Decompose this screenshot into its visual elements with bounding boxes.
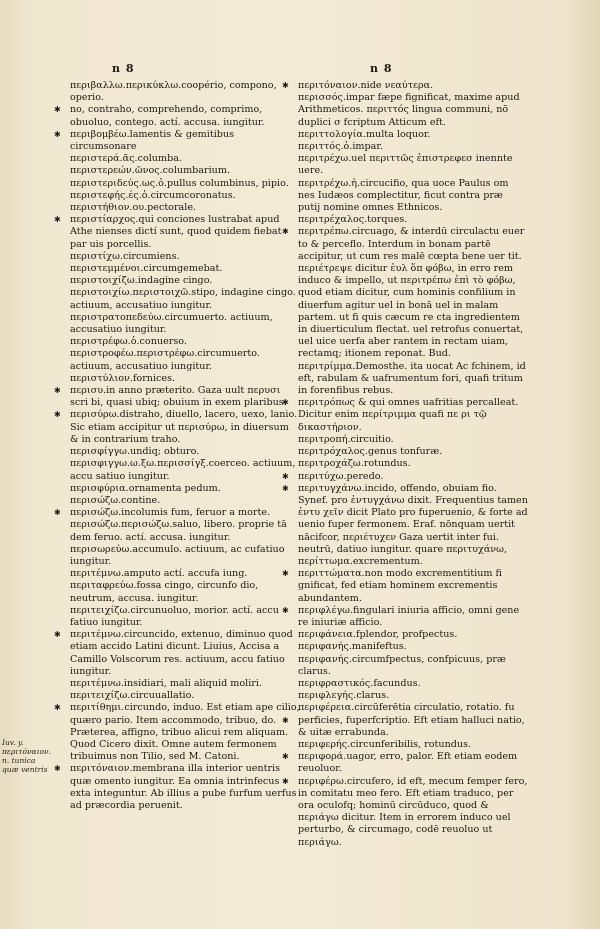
dictionary-entry: περιστεφής.ές.ὁ.circumcoronatus.: [70, 189, 236, 201]
dictionary-entry: περιτρέχω.ἡ.circucifio, qua uoce Paulus om nes Iudæos complectitur, ficut contra præ putij nomine omnes Ethnicos.: [298, 177, 509, 214]
signature-mark-left: n 8: [112, 62, 135, 75]
dictionary-entry: περιστοιχίω.περιστοιχῶ.stipo, indagine cingo. actiuum, accusatiuo iungitur.: [70, 287, 296, 311]
dictionary-entry: περιστερά.ᾶς.columba.: [70, 153, 182, 165]
dictionary-entry: ✱ perficies, fuperfcriptio. Eft etiam halluci natio, & uitæ errabunda.: [288, 715, 528, 739]
dictionary-entry: περιστεμμένοι.circumgemebat.: [70, 263, 223, 275]
dictionary-entry: ✱ περιτρόπως & qui omnes uafritias percalleat. Dicitur enim περίτριμμα quafi πε ρι τῷ δικαστήριον.: [288, 397, 528, 434]
dictionary-entry: περιφραστικός.facundus.: [298, 677, 421, 689]
dictionary-entry: περιτροπή.circuitio.: [298, 433, 394, 445]
dictionary-entry: περιστήθιον.ου.pectorale.: [70, 202, 197, 214]
dictionary-entry: ✱ περιτίθημι.circundo, induo. Est etiam ape cilio, quæro pario. Item accommodo, tribuo, do. Præterea, affigno, tribuo alicui rem aliquam. Quod Cicero dixit. Omne autem fermonem tribuimus non Tilio, sed M. Catoni.: [60, 702, 300, 763]
dictionary-entry: περισφύρια.ornamenta pedum.: [70, 482, 221, 494]
dictionary-entry: ✱ no, contraho, comprehendo, comprimo, obuoluo, contego. actí. accusa. iungitur.: [60, 104, 300, 128]
dictionary-entry: περιφανής.circumfpectus, confpicuus, præ clarus.: [298, 653, 506, 677]
dictionary-entry: περισώζω.contine.: [70, 494, 161, 506]
dictionary-entry: ✱ περιβομβέω.lamentis & gemitibus circumsonare: [60, 129, 300, 153]
dictionary-entry: περιστίχω.circumiens.: [70, 250, 180, 262]
dictionary-entry: ✱ περιφλέγω.fingulari iniuria afficio, omni gene re iniuriæ afficio.: [288, 605, 528, 629]
dictionary-entry: περισώζω.περισώζω.saluo, libero. proprie tā dem feruo. actí. accusa. iungitur.: [70, 519, 287, 543]
signature-mark-right: n 8: [370, 62, 393, 75]
right-column: [288, 80, 528, 849]
dictionary-entry: περιστρατοπεδεύω.circumuerto. actiuum, accusatiuo iungitur.: [70, 311, 273, 336]
dictionary-entry: περιτρίμμα.Demosthe. ita uocat Ac fchinem, id eft, rabulam & uafrumentum fori, quafi tritum in forenfibus rebus.: [298, 360, 526, 397]
dictionary-entry: ✱ περιστίαρχος.qui conciones lustrabat apud Athe nienses dictí sunt, quod quidem fiebat par uis porcellis.: [60, 214, 300, 251]
page-header: [0, 62, 600, 76]
dictionary-entry: ✱ περιτόναιον.nide νεαύτερα.: [288, 80, 528, 92]
dictionary-entry: περιτρέχω.uel περιττῶς ἐπιστρεφεσ inennte uere.: [298, 153, 513, 177]
dictionary-entry: περιτειχίζω.circuuallatio.: [70, 690, 195, 702]
dictionary-entry: περιτρόχαλος.genus tonfuræ.: [298, 446, 443, 458]
dictionary-entry: περισωρεύω.accumulo. actiuum, ac cufatiuo iungitur.: [70, 543, 285, 567]
dictionary-entry: ✱ περιτυγχάνω.incido, offendo, obuiam fio. Synef. pro ἐντυγχάνω dixit. Frequentius tamen ἐντυ χεῖν dicit Plato pro fuperuenio, & forte ad uenio fuper fermonem. Eraf. nōnquam uertit nācifcor, περιέτυχεν Gaza uertit inter fui. neutrū, datiuo iungitur. quare περιτυχάνω, περίττωμα.excrementum.: [288, 483, 528, 568]
dictionary-entry: περισφίγγω.undiq; obturo.: [70, 446, 200, 458]
dictionary-entry: ✱ περιτρέπω.circuago, & interdū circulactu euer to & perceflo. Interdum in bonam partē accipitur, ut cum res malē cœpta bene uer tit. περιέτρεψε dicitur ἐυλ ὅπ φόβω, in erro rem induco & impello, ut περιτρέπω ἐπὶ τὸ φόβω, quod etiam dicitur, cum hominis confilium in diuerfum agitur uel in bonā uel in malam partem. ut fi quis cæcum re cta ingredientem in diuerticulum flectat. uel retrofus conuertat, uel uice uerfa aber rantem in rectam uiam, rectamq; itionem reponat. Bud.: [288, 226, 528, 360]
dictionary-entry: περιστερεών.ῶνος.columbarium.: [70, 165, 231, 177]
dictionary-entry: περιτέμνω.insidiari, mali aliquid moliri.: [70, 677, 262, 689]
dictionary-entry: ✱ περιφέρω.circufero, id eft, mecum femper fero, in comitatu meo fero. Eft etiam traduco, per ora oculofq; hominū circūduco, quod & περιάγω dicitur. Item in errorem induco uel perturbo, & circumago, codē reuoluo ut περιάγω.: [288, 776, 528, 849]
dictionary-entry: περιτρέχαλος.torques.: [298, 214, 408, 226]
dictionary-entry: περιφλεγής.clarus.: [298, 690, 390, 702]
dictionary-entry: περιτροχάζω.rotundus.: [298, 458, 411, 470]
dictionary-entry: περιβαλλω.περικύκλω.coopério, compono, operio.: [70, 80, 277, 104]
margin-note: Iuv. y. περιτόναιον. n. tunica quæ ventris: [2, 738, 51, 774]
dictionary-entry: περιστρέφω.ὁ.conuerso.: [70, 336, 187, 348]
dictionary-entry: περιστεριδεύς.ως.ὁ.pullus columbinus, pipio.: [70, 177, 289, 189]
dictionary-entry: περιφάνεια.fplendor, profpectus.: [298, 629, 458, 641]
dictionary-entry: περισφιγγω.ω.ξω.περισσίγξ.coerceo. actiuum, accu satiuo iungitur.: [70, 458, 296, 482]
dictionary-entry: περισσός.impar fæpe fignificat, maxime apud Arithmeticos. περιττός lingua communi, nō duplici σ fcriptum Atticum eft.: [298, 92, 520, 128]
dictionary-entry: περιστοιχίζω.indagine cingo.: [70, 275, 213, 287]
dictionary-entry: ✱ περιφορά.uagor, erro, palor. Eft etiam eodem reuoluor.: [288, 751, 528, 775]
dictionary-entry: ✱ περισώζω.incolumis fum, feruor a morte.: [60, 507, 300, 519]
dictionary-entry: ✱ περισύρω.distraho, diuello, lacero, uexo, lanio. Sic etiam accipitur ut περισύρω, in diuersum & in contrarium traho.: [60, 409, 300, 446]
dictionary-entry: περιταφρεύω.fossa cingo, circunfo dio, neutrum, accusa. iungitur.: [70, 580, 259, 604]
dictionary-entry: ✱ περιτέμνω.circuncido, extenuo, diminuo quod etiam accido Latini dicunt. Liuius, Accisa a Camillo Volscorum res. actiuum, accu fatiuo iungitur.: [60, 629, 300, 678]
dictionary-entry: περιτειχίζω.circunuoluo, morior. actí. accu fatiuo iungitur.: [70, 604, 279, 628]
left-column: [60, 80, 300, 812]
dictionary-entry: ✱ περισυ.in anno præterito. Gaza uult περυσι scri bi, quasi ubiq; obuium in exem plaribus.: [60, 385, 300, 409]
dictionary-entry: περιφανής.manifeftus.: [298, 641, 407, 653]
dictionary-entry: περιστύλιον.fornices.: [70, 372, 176, 384]
dictionary-entry: περιφερής.circunferibilis, rotundus.: [298, 738, 472, 750]
dictionary-entry: ✱ περιτόναιον.membrana illa interior uentris quæ omento iungitur. Ea omnia intrinfecus exta integuntur. Ab illius a pube furfum uerfus ad præcordia peruenit.: [60, 763, 300, 812]
dictionary-entry: περιττολογία.multa loquor.: [298, 128, 431, 140]
dictionary-entry: περιφέρεια.circūferētia circulatio, rotatio. fu: [298, 702, 515, 714]
dictionary-entry: περιστροφέω.περιστρέφω.circumuerto. actiuum, accusatiuo iungitur.: [70, 348, 260, 372]
dictionary-entry: ✱ περιττώματα.non modo excrementitium fi gnificat, fed etiam hominem excrementis abundantem.: [288, 568, 528, 605]
dictionary-entry: περιτέμνω.amputo actí. accufa iung.: [70, 568, 248, 580]
dictionary-entry: ✱ περιτύχω.peredo.: [288, 471, 528, 483]
dictionary-entry: περιττός.ὁ.impar.: [298, 141, 383, 153]
